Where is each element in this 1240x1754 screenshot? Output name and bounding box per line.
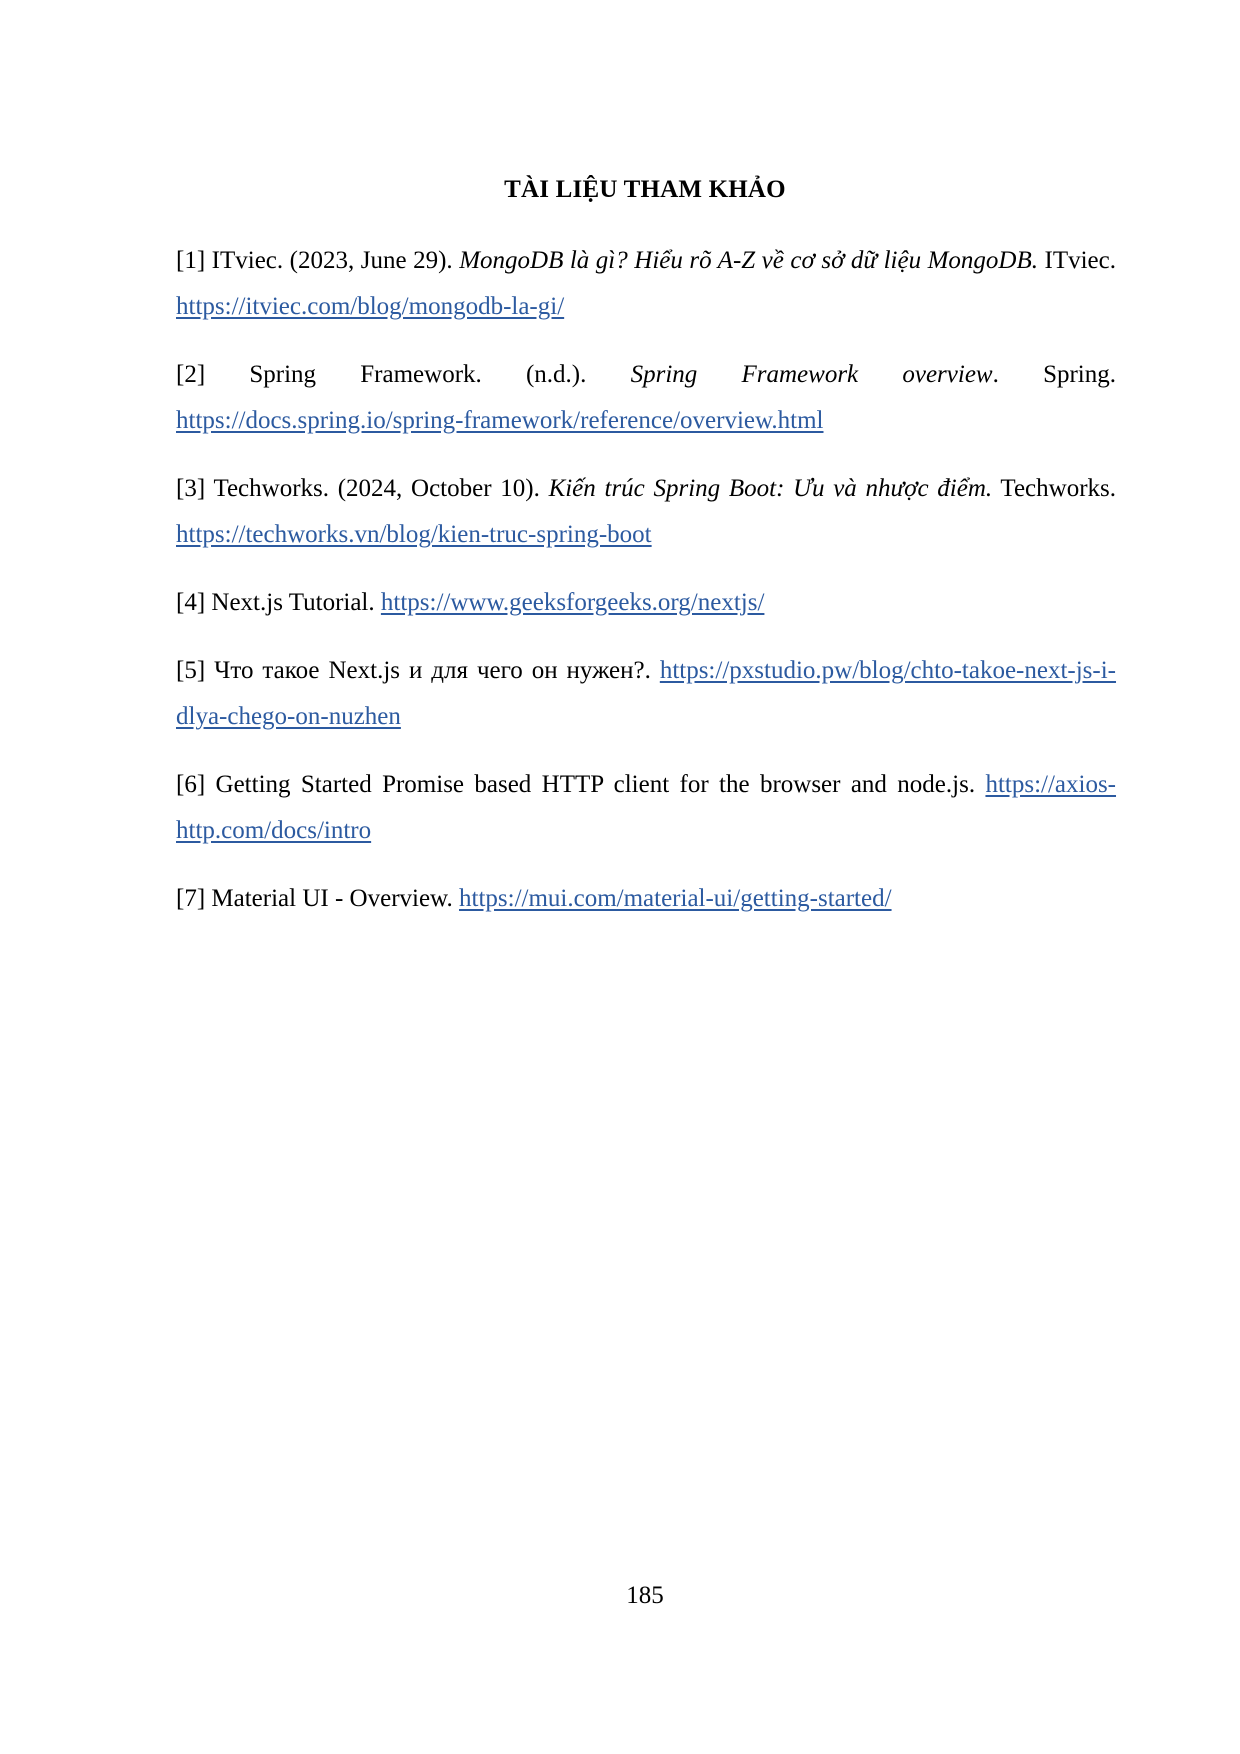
page-number: 185 (626, 1582, 664, 1609)
reference-item-3 (176, 466, 1116, 558)
reference-item-6 (176, 762, 1116, 854)
ref-link[interactable]: https://techworks.vn/blog/kien-truc-spring-boot (176, 521, 652, 548)
ref-publisher: ITviec. (1037, 247, 1116, 274)
ref-link[interactable]: https://pxstudio.pw/blog/chto-takoe-next-js-i-dlya-chego-on-nuzhen (176, 657, 1117, 730)
ref-number: [4] (176, 589, 206, 616)
reference-item-5 (176, 648, 1116, 740)
reference-item-7 (176, 876, 1116, 922)
ref-link[interactable]: https://axios-http.com/docs/intro (176, 771, 1117, 844)
reference-item-2 (176, 352, 1116, 444)
ref-title: Что такое Next.js и для чего он нужен?. (214, 657, 660, 684)
ref-author-date: ITviec. (2023, June 29). (211, 247, 460, 274)
ref-author-date: Techworks. (2024, October 10). (213, 475, 549, 502)
ref-number: [7] (176, 885, 206, 912)
ref-publisher: . Spring. (992, 361, 1117, 388)
ref-link[interactable]: https://itviec.com/blog/mongodb-la-gi/ (176, 293, 565, 320)
page-title: TÀI LIỆU THAM KHẢO (504, 176, 786, 203)
ref-title: Getting Started Promise based HTTP client for the browser and node.js. (215, 771, 986, 798)
ref-author-date: Spring Framework. (n.d.). (249, 361, 631, 388)
ref-title: MongoDB là gì? Hiểu rõ A-Z về cơ sở dữ liệu MongoDB. (459, 247, 1038, 274)
ref-link[interactable]: https://www.geeksforgeeks.org/nextjs/ (380, 589, 765, 616)
reference-item-1 (176, 238, 1116, 330)
ref-title: Next.js Tutorial. (211, 589, 381, 616)
ref-number: [6] (176, 771, 206, 798)
reference-item-4 (176, 580, 1116, 626)
ref-title: Spring Framework overview (630, 361, 993, 388)
ref-publisher: Techworks. (992, 475, 1116, 502)
ref-title: Material UI - Overview. (211, 885, 459, 912)
ref-number: [5] (176, 657, 206, 684)
ref-link[interactable]: https://mui.com/material-ui/getting-started/ (459, 885, 892, 912)
ref-title: Kiến trúc Spring Boot: Ưu và nhược điểm. (548, 475, 993, 502)
ref-link[interactable]: https://docs.spring.io/spring-framework/reference/overview.html (176, 407, 824, 434)
reference-list (176, 238, 1116, 944)
ref-number: [1] (176, 247, 206, 274)
ref-number: [3] (176, 475, 206, 502)
ref-number: [2] (176, 361, 206, 388)
